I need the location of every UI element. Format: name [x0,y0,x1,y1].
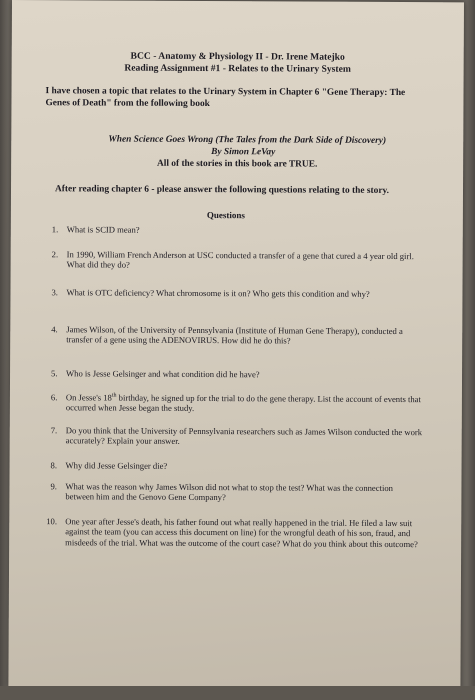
question-text: James Wilson, of the University of Pennsylvania (Institute of Human Gene Therapy), conducted a transfer of a gene using the ADENOVIRUS. How did he do this? [66,324,403,346]
question-10 [46,516,423,549]
ordinal-suffix: th [111,392,117,399]
question-text: One year after Jesse's death, his father found out what really happened in the trial. He filed a law suit against the team (you can access this document on line) for the wrongful death of his son, fraud, and misdeeds of the trial. What was the outcome of the court case? What do you think about this outcome? [65,516,418,549]
question-5 [51,368,424,380]
question-number: 1. [51,224,59,235]
question-text-end: birthday, he signed up for the trial to do the gene therapy. List the account of events that occurred when Jesse began the study. [65,392,421,414]
question-number: 10. [46,516,58,527]
question-number: 5. [51,368,58,379]
question-number: 4. [51,324,58,335]
question-3 [51,287,424,299]
question-text: What was the reason why James Wilson did not what to stop the test? What was the connection between him and the Genovo Gene Company? [65,481,393,503]
intro-paragraph: I have chosen a topic that relates to the Urinary System in Chapter 6 "Gene Therapy: The Genes of Death" from the following book [45,86,406,109]
question-number: 9. [50,481,57,492]
questions-heading: Questions [206,210,245,221]
question-7 [50,425,424,447]
question-number: 8. [50,460,58,471]
question-number: 3. [51,287,58,298]
question-4 [51,324,424,346]
question-text: What is SCID mean? [66,224,140,235]
question-number: 2. [51,249,59,260]
question-text: In 1990, William French Anderson at USC conducted a transfer of a gene that cured a 4 year old girl. What did they do? [66,249,414,270]
question-number: 7. [50,425,58,436]
question-text: Do you think that the University of Pennsylvania researchers such as James Wilson conducted the work accurately? Explain your answer. [65,425,423,447]
book-author: By Simon LeVay [211,147,276,158]
worksheet-page [8,0,464,690]
question-1 [51,224,425,236]
table-edge [0,686,475,700]
question-6 [50,392,424,414]
question-2 [51,249,425,271]
question-text: Why did Jesse Gelsinger die? [65,460,168,471]
question-text-start: On Jesse's 18 [65,392,112,403]
instruction-line: After reading chapter 6 - please answer the following questions relating to the story. [54,184,390,196]
book-note: All of the stories in this book are TRUE. [156,158,318,170]
question-number: 6. [50,392,58,403]
book-title: When Science Goes Wrong (The Tales from the Dark Side of Discovery) [108,134,387,146]
question-text: Who is Jesse Gelsinger and what condition did he have? [66,368,260,380]
question-8 [50,460,424,472]
question-text: What is OTC deficiency? What chromosome is it on? Who gets this condition and why? [66,287,370,299]
question-9 [50,481,423,503]
assignment-header: Reading Assignment #1 - Relates to the Urinary System [124,62,351,75]
course-header: BCC - Anatomy & Physiology II - Dr. Irene Matejko [130,50,345,63]
